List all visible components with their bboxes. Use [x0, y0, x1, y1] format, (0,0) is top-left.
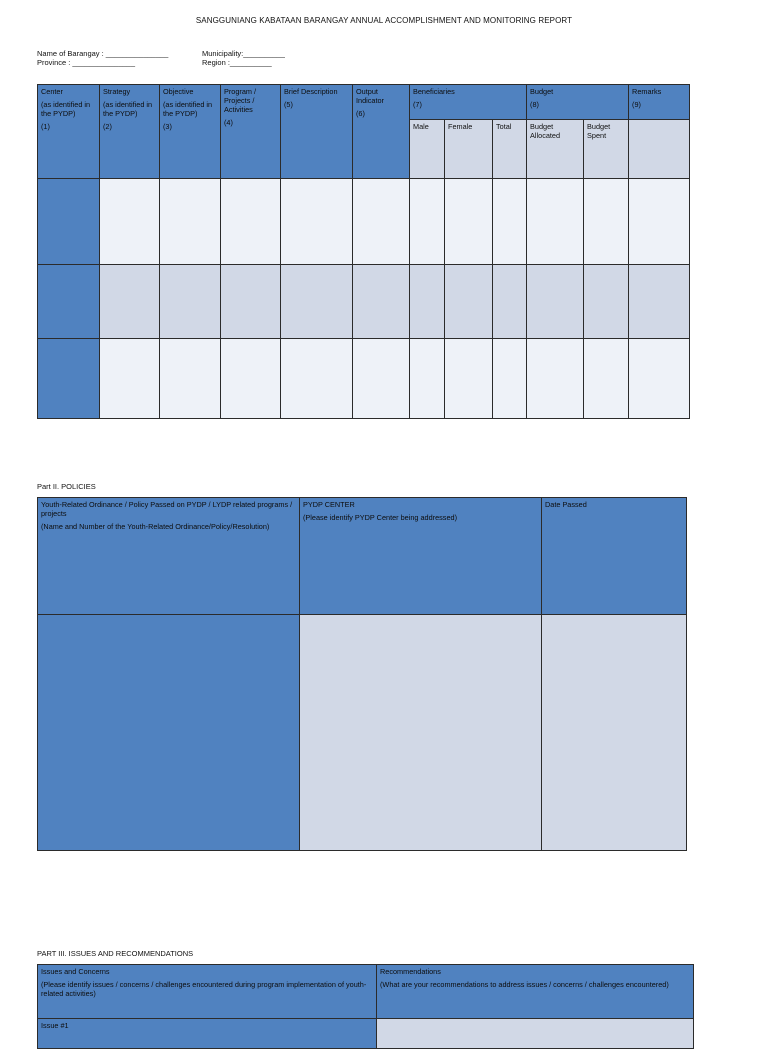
policy-date-cell	[542, 615, 687, 851]
row-center-cell	[38, 339, 100, 419]
municipality-field: Municipality:__________	[202, 49, 285, 58]
subheader-total: Total	[493, 120, 527, 179]
table-row	[38, 265, 690, 339]
province-field: Province : _______________	[37, 58, 135, 67]
part3-label: PART III. ISSUES AND RECOMMENDATIONS	[37, 949, 194, 958]
table-row	[38, 615, 687, 851]
barangay-field: Name of Barangay : _______________	[37, 49, 169, 58]
issues-table	[37, 964, 694, 1049]
header-issues: Issues and Concerns (Please identify issues / concerns / challenges encountered during program implementation of youth-related activities)	[38, 965, 377, 1019]
report-title: SANGGUNIANG KABATAAN BARANGAY ANNUAL ACCOMPLISHMENT AND MONITORING REPORT	[195, 16, 573, 25]
policy-center-cell	[300, 615, 542, 851]
header-objective: Objective (as identified in the PYDP) (3)	[160, 85, 221, 179]
header-date-passed: Date Passed	[542, 498, 687, 615]
row-center-cell	[38, 179, 100, 265]
header-ordinance: Youth-Related Ordinance / Policy Passed on PYDP / LYDP related programs / projects (Name and Number of the Youth-Related Ordinance/Policy/Resolution)	[38, 498, 300, 615]
table-row	[38, 1019, 694, 1049]
header-strategy: Strategy (as identified in the PYDP) (2)	[100, 85, 160, 179]
header-program: Program / Projects / Activities (4)	[221, 85, 281, 179]
subheader-male: Male	[410, 120, 445, 179]
recommendation-cell	[377, 1019, 694, 1049]
header-budget: Budget (8)	[527, 85, 629, 120]
header-output-indicator: Output Indicator (6)	[353, 85, 410, 179]
subheader-remarks-blank	[629, 120, 690, 179]
header-beneficiaries: Beneficiaries (7)	[410, 85, 527, 120]
part2-label: Part II. POLICIES	[37, 482, 96, 491]
issue-cell: Issue #1	[38, 1019, 377, 1049]
row-center-cell	[38, 265, 100, 339]
policies-table	[37, 497, 687, 851]
header-center: Center (as identified in the PYDP) (1)	[38, 85, 100, 179]
header-remarks: Remarks (9)	[629, 85, 690, 120]
subheader-budget-spent: Budget Spent	[584, 120, 629, 179]
header-recommendations: Recommendations (What are your recommendations to address issues / concerns / challenges encountered)	[377, 965, 694, 1019]
subheader-budget-allocated: Budget Allocated	[527, 120, 584, 179]
accomplishment-table	[37, 84, 690, 419]
region-field: Region :__________	[202, 58, 272, 67]
header-pydp-center: PYDP CENTER (Please identify PYDP Center being addressed)	[300, 498, 542, 615]
table-row	[38, 179, 690, 265]
policy-cell	[38, 615, 300, 851]
subheader-female: Female	[445, 120, 493, 179]
header-brief-description: Brief Description (5)	[281, 85, 353, 179]
table-row	[38, 339, 690, 419]
